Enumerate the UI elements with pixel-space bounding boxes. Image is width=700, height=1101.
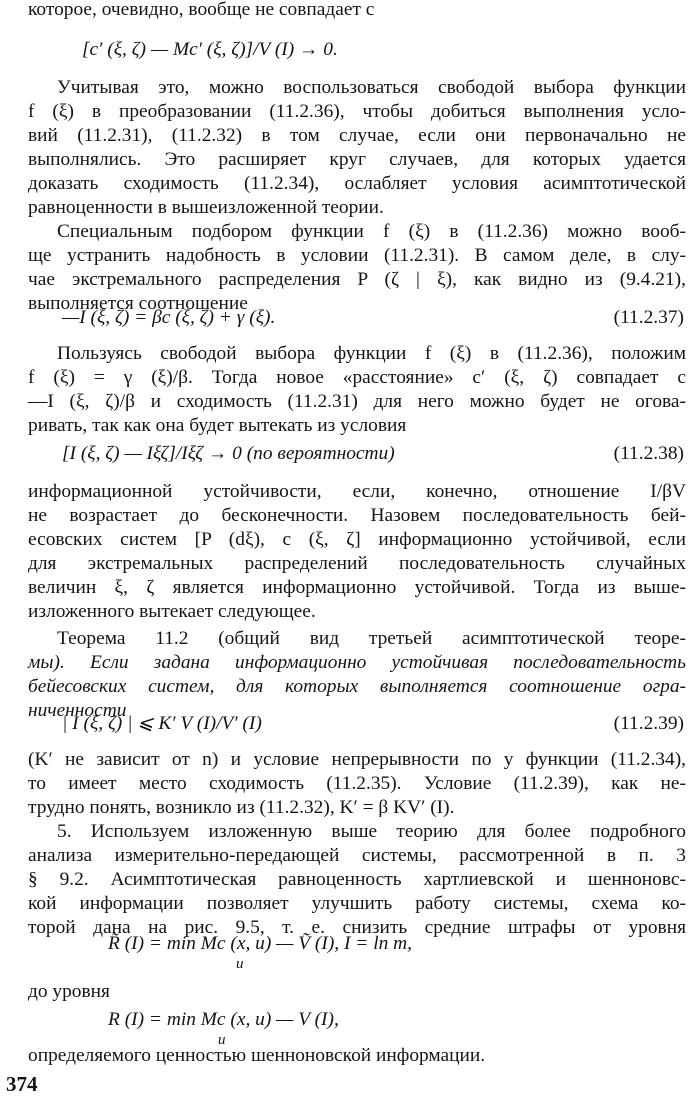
text-line: до уровня xyxy=(28,981,110,1002)
equation-subscript: u xyxy=(236,956,244,972)
text-line: равноценности в вышеизложенной теории. xyxy=(28,197,384,218)
text-line: для экстремальных распределений последовательность случайных xyxy=(28,553,686,574)
text-line: 5. Используем изложенную выше теорию для более подробного xyxy=(57,821,686,842)
text-line: торой дана на рис. 9.5, т. е. снизить средние штрафы от уровня xyxy=(28,917,686,938)
text-line: —I (ξ, ζ)/β и сходимость (11.2.31) для него можно будет не огова- xyxy=(28,391,686,412)
text-line: доказать сходимость (11.2.34), ослабляет условия асимптотической xyxy=(28,173,686,194)
equation xyxy=(28,1004,686,1048)
equation xyxy=(28,438,686,470)
text-line: чае экстремального распределения P (ζ | ξ), как видно из (9.4.21), xyxy=(28,269,686,290)
text-line: которое, очевидно, вообще не совпадает с xyxy=(28,0,375,20)
equation xyxy=(28,928,686,972)
text-line: информационной устойчивости, если, конечно, отношение I/βV xyxy=(28,481,686,502)
text-line: § 9.2. Асимптотическая равноценность хартлиевской и шенноновс- xyxy=(28,869,686,890)
equation-number: (11.2.37) xyxy=(613,307,684,328)
text-line: Учитывая это, можно воспользоваться свободой выбора функции xyxy=(57,77,686,98)
text-line: определяемого ценностью шенноновской информации. xyxy=(28,1045,486,1066)
equation-formula: R (I) = min Mc (x, u) — V (I), xyxy=(108,1009,339,1030)
text-line: выполняется соотношение xyxy=(28,293,248,314)
theorem-text-line: мы). Если задана информационно устойчивая последовательность xyxy=(28,652,686,673)
text-line: кой информации позволяет улучшить работу системы, схема ко- xyxy=(28,893,686,914)
equation-subscript: u xyxy=(218,1032,226,1048)
equation-formula: | I (ξ, ζ) | ⩽ K′ V (I)/V′ (I) xyxy=(62,713,262,734)
text-line: Специальным подбором функции f (ξ) в (11.2.36) можно вооб- xyxy=(57,221,686,242)
text-line: (K′ не зависит от n) и условие непрерывности по у функции (11.2.34), xyxy=(28,749,686,770)
text-line: изложенного вытекает следующее. xyxy=(28,601,316,622)
text-line: ривать, так как она будет вытекать из условия xyxy=(28,415,407,436)
text-line: то имеет место сходимость (11.2.35). Условие (11.2.39), как не- xyxy=(28,773,686,794)
equation-formula: [c′ (ξ, ζ) — Mc′ (ξ, ζ)]/V (I) → 0. xyxy=(82,39,338,60)
equation-formula: [I (ξ, ζ) — Iξζ]/Iξζ → 0 (по вероятности) xyxy=(62,443,395,464)
text-line: вий (11.2.31), (11.2.32) в том случае, если они первоначально не xyxy=(28,125,686,146)
text-line: Пользуясь свободой выбора функции f (ξ) в (11.2.36), положим xyxy=(57,343,686,364)
text-line: анализа измерительно-передающей системы, рассмотренной в п. 3 xyxy=(28,845,686,866)
equation-number: (11.2.39) xyxy=(613,713,684,734)
text-line: трудно понять, возникло из (11.2.32), K′ = β KV′ (I). xyxy=(28,797,455,818)
text-line: есовских систем [P (dξ), c (ξ, ζ] информационно устойчивой, если xyxy=(28,529,686,550)
theorem-text-line: бейесовских систем, для которых выполняется соотношение огра- xyxy=(28,676,686,697)
text-line: не возрастает до бесконечности. Назовем последовательность бей- xyxy=(28,505,686,526)
text-line: f (ξ) = γ (ξ)/β. Тогда новое «расстояние» c′ (ξ, ζ) совпадает с xyxy=(28,367,686,388)
equation-formula: —I (ξ, ζ) = βc (ξ, ζ) + γ (ξ). xyxy=(62,307,276,328)
text-line: выполнялись. Это расширяет круг случаев, для которых удается xyxy=(28,149,686,170)
equation-number: (11.2.38) xyxy=(613,443,684,464)
theorem-text-line: ниченности xyxy=(28,700,127,721)
equation xyxy=(28,302,686,334)
page-number: 374 xyxy=(6,1072,38,1096)
text-line: f (ξ) в преобразовании (11.2.36), чтобы добиться выполнения усло- xyxy=(28,101,686,122)
equation xyxy=(28,34,686,66)
text-line: величин ξ, ζ является информационно устойчивой. Тогда из выше- xyxy=(28,577,686,598)
equation-formula: R̃ (I) = min Mc (x, u) — Ṽ (I), I = ln m, xyxy=(108,933,413,954)
equation xyxy=(28,708,686,740)
text-line: ще устранить надобность в условии (11.2.31). В самом деле, в слу- xyxy=(28,245,686,266)
theorem-heading-line: Теорема 11.2 (общий вид третьей асимптотической теоре- xyxy=(57,628,686,649)
